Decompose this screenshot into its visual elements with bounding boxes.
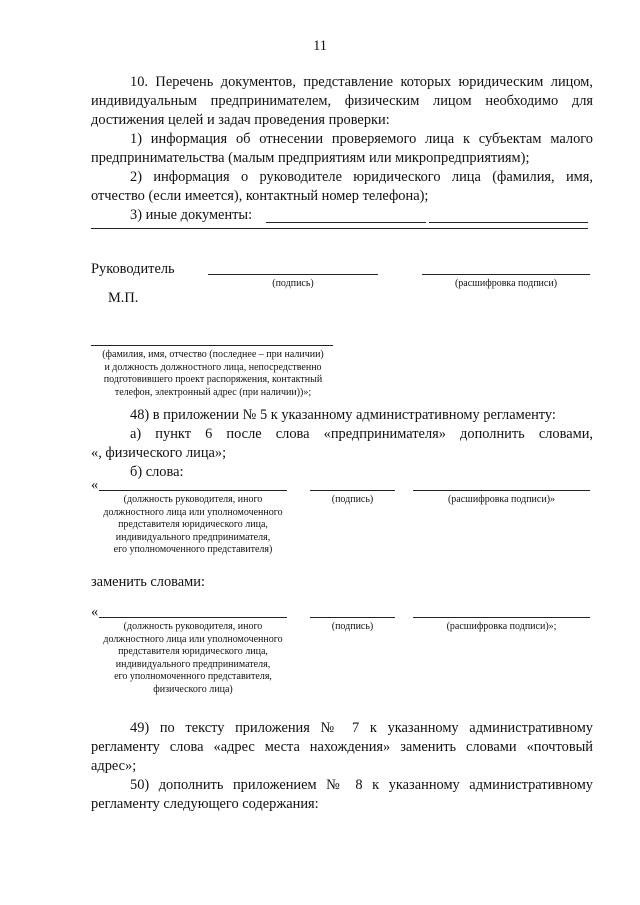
page-number: 11	[313, 38, 327, 54]
new-left-caption-3: представителя юридического лица,	[118, 646, 268, 657]
old-left-caption-3: представителя юридического лица,	[118, 519, 268, 530]
preparer-line	[91, 345, 333, 346]
head-decryption-line	[422, 274, 590, 275]
old-right-caption: (расшифровка подписи)»	[447, 494, 556, 505]
old-mid-caption: (подпись)	[331, 494, 374, 505]
item49-line-1: 49) по тексту приложения № 7 к указанному административному	[130, 720, 593, 736]
item10-line-6: 2) информация о руководителе юридического лица (фамилия, имя,	[130, 169, 593, 185]
item48-line-2: а) пункт 6 после слова «предпринимателя» дополнить словами,	[130, 426, 593, 442]
item48-line-1: 48) в приложении № 5 к указанному административному регламенту:	[130, 407, 556, 423]
item50-line-1: 50) дополнить приложением № 8 к указанному административному	[130, 777, 593, 793]
old-signature-line	[310, 490, 395, 491]
item50-line-2: регламенту следующего содержания:	[91, 796, 319, 812]
old-quote-open: «	[91, 477, 99, 493]
other-docs-line-1	[266, 222, 426, 223]
head-decryption-caption: (расшифровка подписи)	[454, 278, 558, 289]
new-left-caption-5: его уполномоченного представителя,	[114, 671, 272, 682]
head-signature-caption: (подпись)	[272, 278, 314, 289]
replace-label: заменить словами:	[91, 574, 205, 590]
new-decryption-line	[413, 617, 590, 618]
new-left-caption-2: должностного лица или уполномоченного	[103, 633, 283, 645]
preparer-caption-3: подготовившего проект распоряжения, контактный	[103, 374, 323, 385]
item10-line-5: предпринимательства (малым предприятиям или микропредприятиям);	[91, 150, 530, 166]
old-left-caption-2: должностного лица или уполномоченного	[103, 506, 283, 518]
new-mid-caption: (подпись)	[331, 621, 374, 632]
new-right-caption: (расшифровка подписи)»;	[446, 621, 557, 632]
head-label: Руководитель	[91, 261, 175, 277]
item48-line-3: «, физического лица»;	[91, 445, 227, 461]
new-position-line	[99, 617, 287, 618]
seal-label: М.П.	[108, 290, 139, 306]
item48-line-4: б) слова:	[130, 464, 184, 480]
new-left-caption-6: физического лица)	[153, 683, 233, 695]
new-quote-open: «	[91, 604, 99, 620]
other-docs-line-3	[91, 228, 588, 229]
item10-line-2: индивидуальным предпринимателем, физическим лицом необходимо для	[91, 93, 593, 109]
old-left-caption-1: (должность руководителя, иного	[123, 494, 263, 505]
old-left-caption-4: индивидуального предпринимателя,	[115, 531, 271, 543]
old-position-line	[99, 490, 287, 491]
other-docs-line-2	[429, 222, 588, 223]
item10-line-8: 3) иные документы:	[130, 207, 253, 223]
item10-line-4: 1) информация об отнесении проверяемого лица к субъектам малого	[130, 131, 593, 147]
old-decryption-line	[413, 490, 590, 491]
new-left-caption-4: индивидуального предпринимателя,	[115, 658, 271, 670]
new-left-caption-1: (должность руководителя, иного	[123, 621, 263, 632]
item10-line-1: 10. Перечень документов, представление которых юридическим лицом,	[130, 74, 593, 90]
preparer-caption-2: и должность должностного лица, непосредственно	[104, 361, 322, 373]
new-signature-line	[310, 617, 395, 618]
item49-line-3: адрес»;	[91, 758, 137, 774]
old-left-caption-5: его уполномоченного представителя)	[113, 544, 273, 555]
head-signature-line	[208, 274, 378, 275]
item49-line-2: регламенту слова «адрес места нахождения» заменить словами «почтовый	[91, 739, 593, 755]
item10-line-7: отчество (если имеется), контактный номер телефона);	[91, 188, 429, 204]
preparer-caption-4: телефон, электронный адрес (при наличии))»;	[114, 386, 312, 398]
preparer-caption-1: (фамилия, имя, отчество (последнее – при наличии)	[102, 349, 324, 360]
item10-line-3: достижения целей и задач проведения проверки:	[91, 112, 390, 128]
